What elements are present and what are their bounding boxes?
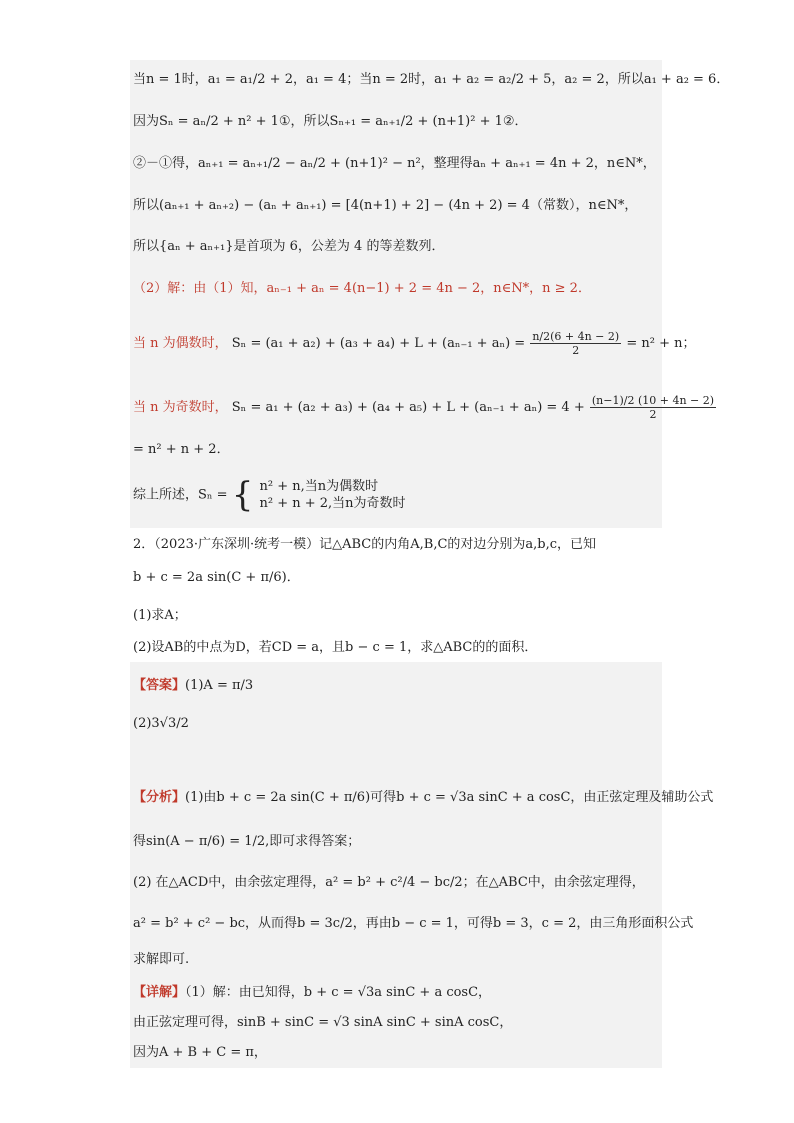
analysis-5: 求解即可. (133, 952, 190, 967)
detail-1: 【详解】（1）解：由已知得，b + c = √3a sinC + a cosC， (133, 985, 492, 1000)
text-line-2: 因为Sₙ = aₙ/2 + n² + 1①，所以Sₙ₊₁ = aₙ₊₁/2 + (n+1)² + 1②． (133, 114, 528, 129)
text-line-9: = n² + n + 2． (133, 442, 230, 457)
detail-2: 由正弦定理可得，sinB + sinC = √3 sinA sinC + sinA cosC， (133, 1015, 513, 1030)
solution-block-2 (130, 662, 662, 1068)
analysis-4: a² = b² + c² − bc，从而得b = 3c/2，再由b − c = 1，可得b = 3，c = 2，由三角形面积公式 (133, 916, 694, 931)
question-2-title: 2．（2023·广东深圳·统考一模）记△ABC的内角A,B,C的对边分别为a,b,c，已知 (133, 537, 597, 552)
brace-icon: { (231, 475, 254, 515)
answer-1: 【答案】(1)A = π/3 (133, 678, 254, 693)
question-2-part-1: (1)求A； (133, 608, 187, 623)
analysis-1: 【分析】(1)由b + c = 2a sin(C + π/6)可得b + c = √3a sinC + a cosC，由正弦定理及辅助公式 (133, 790, 714, 805)
part-2-line: （2）解：由（1）知，aₙ₋₁ + aₙ = 4(n−1) + 2 = 4n − 2，n∈N*，n ≥ 2． (133, 281, 591, 296)
question-2-part-2: (2)设AB的中点为D，若CD = a，且b − c = 1，求△ABC的的面积． (133, 640, 538, 655)
answer-2: (2)3√3/2 (133, 716, 189, 731)
detail-3: 因为A + B + C = π， (133, 1045, 267, 1060)
question-2-condition: b + c = 2a sin(C + π/6)． (133, 570, 300, 585)
odd-case-line: 当 n 为奇数时， Sₙ = a₁ + (a₂ + a₃) + (a₄ + a₅) + L + (aₙ₋₁ + aₙ) = 4 + $\frac{(n-1)/2 (10 + 4n - 2)}{2}$ (133, 394, 715, 421)
text-line-3: ②－①得，aₙ₊₁ = aₙ₊₁/2 − aₙ/2 + (n+1)² − n²，整理得aₙ + aₙ₊₁ = 4n + 2，n∈N*， (133, 156, 656, 171)
summary-line: 综上所述，Sₙ = { n² + n,当n为偶数时 n² + n + 2,当n为奇数时 (133, 475, 406, 515)
analysis-3: (2) 在△ACD中，由余弦定理得，a² = b² + c²/4 − bc/2；在△ABC中，由余弦定理得， (133, 875, 645, 890)
text-line-1: 当n = 1时，a₁ = a₁/2 + 2，a₁ = 4；当n = 2时，a₁ + a₂ = a₂/2 + 5，a₂ = 2，所以a₁ + a₂ = 6． (133, 72, 730, 87)
text-line-5: 所以{aₙ + aₙ₊₁}是首项为 6，公差为 4 的等差数列． (133, 239, 445, 254)
fraction: $\frac{n/2(6 + 4n - 2)}{2}$ (532, 330, 620, 357)
text-line-4: 所以(aₙ₊₁ + aₙ₊₂) − (aₙ + aₙ₊₁) = [4(n+1) + 2] − (4n + 2) = 4（常数），n∈N*， (133, 198, 638, 213)
even-case-line: 当 n 为偶数时， Sₙ = (a₁ + a₂) + (a₃ + a₄) + L + (aₙ₋₁ + aₙ) = $\frac{n/2(6 + 4n - 2)}{2}$ = n² + n； (133, 330, 696, 357)
analysis-2: 得sin(A − π/6) = 1/2,即可求得答案； (133, 834, 361, 849)
fraction: $\frac{(n-1)/2 (10 + 4n - 2)}{2}$ (591, 394, 715, 421)
